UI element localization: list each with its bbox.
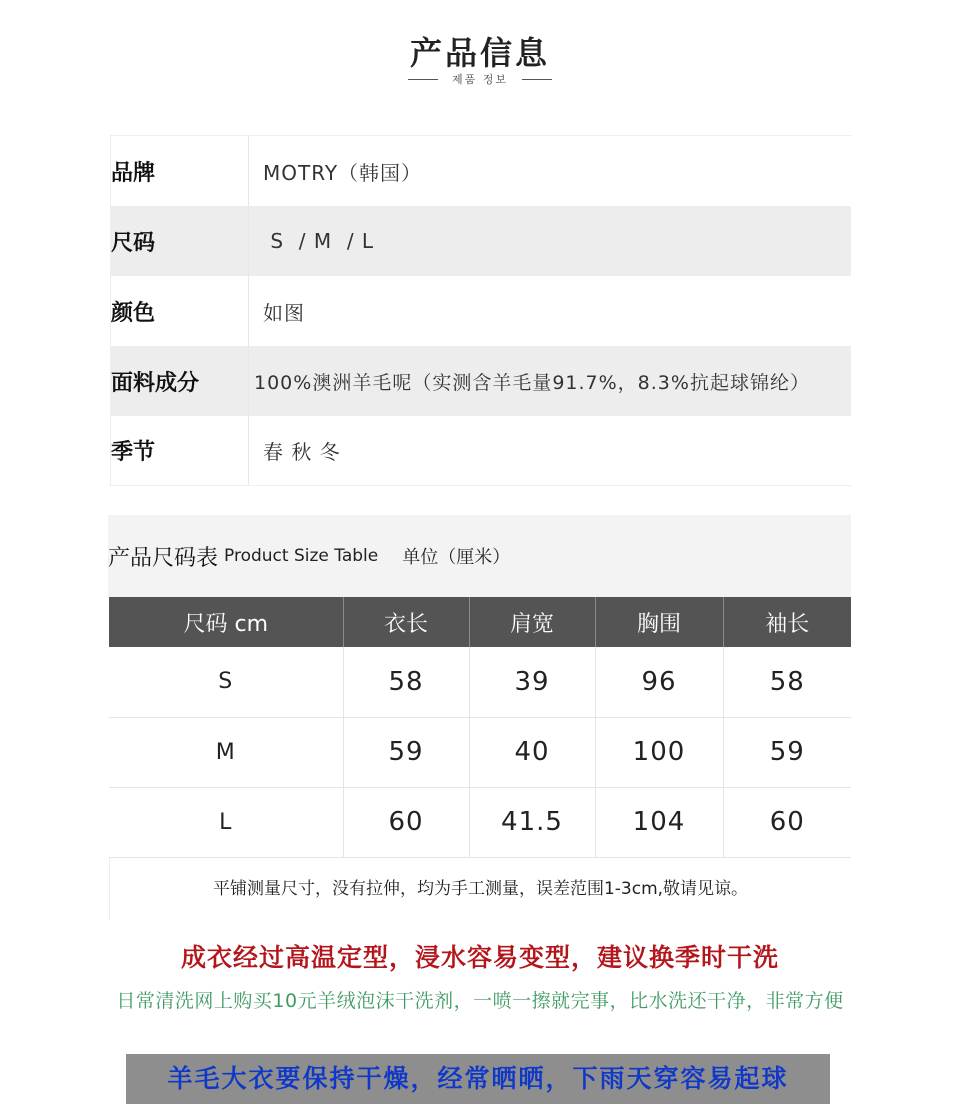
column-header: 衣长 (343, 597, 469, 647)
subtitle-row (0, 71, 960, 87)
table-cell: 104 (595, 787, 723, 857)
info-row-fabric (110, 346, 851, 416)
measurement-note: 平铺测量尺寸，没有拉伸，均为手工测量，误差范围1-3cm,敬请见谅。 (109, 858, 851, 920)
table-row (109, 787, 851, 857)
table-cell: M (109, 717, 343, 787)
table-cell: S (109, 647, 343, 717)
info-key: 季节 (111, 416, 249, 485)
table-cell: 96 (595, 647, 723, 717)
table-cell: 59 (343, 717, 469, 787)
care-warning: 成衣经过高温定型，浸水容易变型，建议换季时干洗 (180, 943, 779, 972)
table-row (109, 647, 851, 717)
column-header: 肩宽 (469, 597, 595, 647)
column-header: 尺码 cm (109, 597, 343, 647)
table-cell: 40 (469, 717, 595, 787)
table-cell: 59 (723, 717, 851, 787)
info-value: 如图 (263, 300, 305, 325)
info-key: 品牌 (111, 136, 249, 206)
size-table-header-row (109, 597, 851, 647)
divider-right (522, 79, 552, 80)
info-value: S / M / L (263, 229, 375, 253)
info-row-size (110, 206, 851, 276)
table-cell: 58 (723, 647, 851, 717)
size-table-title-en: Product Size Table (224, 546, 379, 566)
size-table-unit: 单位（厘米） (402, 547, 511, 568)
table-cell: L (109, 787, 343, 857)
divider-left (408, 79, 438, 80)
page-header (0, 0, 960, 110)
info-key: 颜色 (111, 276, 249, 346)
info-row-brand (110, 136, 851, 206)
column-header: 袖长 (723, 597, 851, 647)
info-value: 春 秋 冬 (263, 440, 341, 464)
table-cell: 39 (469, 647, 595, 717)
table-row (109, 717, 851, 787)
column-header: 胸围 (595, 597, 723, 647)
table-cell: 60 (343, 787, 469, 857)
size-table (109, 597, 851, 858)
product-info-table (110, 135, 851, 486)
cleaning-tip: 日常清洗网上购买10元羊绒泡沫干洗剂，一喷一擦就完事，比水洗还干净，非常方便 (116, 990, 844, 1012)
info-row-season (110, 416, 851, 486)
table-cell: 58 (343, 647, 469, 717)
table-cell: 60 (723, 787, 851, 857)
info-value: 100%澳洲羊毛呢（实测含羊毛量91.7%，8.3%抗起球锦纶） (254, 371, 810, 394)
info-key: 尺码 (111, 206, 249, 276)
page-title: 产品信息 (409, 34, 550, 72)
table-cell: 100 (595, 717, 723, 787)
page-subtitle: 제품 정보 (451, 73, 508, 86)
info-row-color (110, 276, 851, 346)
size-table-heading (108, 515, 851, 597)
info-key: 面料成分 (111, 346, 249, 416)
size-table-title: 产品尺码表 (108, 545, 219, 571)
table-cell: 41.5 (469, 787, 595, 857)
care-banner: 羊毛大衣要保持干燥，经常晒晒，下雨天穿容易起球 (126, 1054, 830, 1104)
info-value: MOTRY（韩国） (263, 160, 423, 185)
